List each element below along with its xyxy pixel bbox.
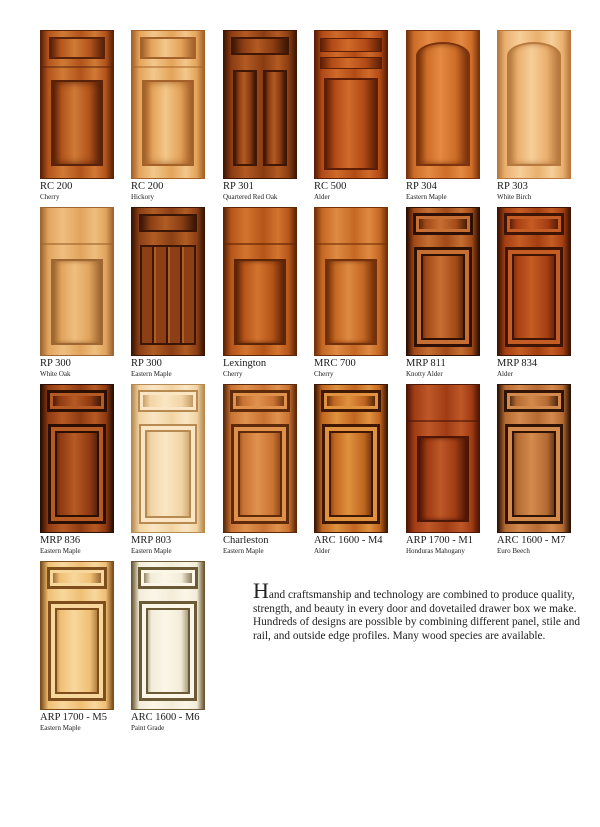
door-model-label: MRP 811 [406, 358, 446, 369]
door-wood-label: Honduras Mahogany [406, 546, 465, 555]
drawer-front [139, 214, 197, 232]
door-caption [314, 182, 406, 201]
door-caption [40, 713, 132, 732]
drawer-front [321, 390, 381, 412]
cabinet-door-image [40, 384, 114, 533]
cabinet-door-image [131, 561, 205, 710]
cabinet-door-image [497, 207, 571, 356]
drawer-front [504, 213, 564, 235]
door-wood-label: Quartered Red Oak [223, 192, 278, 201]
door-caption [314, 359, 406, 378]
door-caption [40, 359, 132, 378]
door-panel [505, 247, 563, 347]
cabinet-door-image [406, 384, 480, 533]
cabinet-door-image [314, 384, 388, 533]
door-model-label: RP 300 [40, 358, 71, 369]
door-panel [48, 601, 106, 701]
door-wood-label: Cherry [223, 369, 243, 378]
door-model-label: RP 300 [131, 358, 162, 369]
drawer-front [138, 567, 198, 589]
drawer-front [140, 37, 196, 59]
door-wood-label: Euro Beech [497, 546, 530, 555]
door-wood-label: Eastern Maple [131, 369, 172, 378]
door-caption [406, 536, 498, 555]
door-model-label: ARC 1600 - M6 [131, 712, 200, 723]
door-model-label: Charleston [223, 535, 269, 546]
cabinet-door-image [223, 207, 297, 356]
arched-door-panel [507, 42, 561, 166]
cabinet-door-image [497, 384, 571, 533]
door-caption [497, 182, 589, 201]
door-model-label: RC 500 [314, 181, 347, 192]
door-wood-label: White Oak [40, 369, 71, 378]
door-model-label: ARC 1600 - M4 [314, 535, 383, 546]
door-model-label: ARP 1700 - M1 [406, 535, 473, 546]
door-caption [497, 536, 589, 555]
drawer-front [230, 390, 290, 412]
drawer-front [47, 567, 107, 589]
door-caption [131, 713, 223, 732]
cabinet-door-image [40, 207, 114, 356]
drawer-front [138, 390, 198, 412]
door-model-label: RP 301 [223, 181, 254, 192]
rail-line [41, 243, 113, 245]
drawer-front [504, 390, 564, 412]
door-model-label: MRC 700 [314, 358, 356, 369]
cabinet-door-image [223, 30, 297, 179]
door-panel [414, 247, 472, 347]
door-wood-label: Eastern Maple [406, 192, 447, 201]
door-model-label: MRP 834 [497, 358, 538, 369]
rail-line [407, 420, 479, 422]
rail-panel [320, 57, 382, 69]
door-caption [131, 536, 223, 555]
catalog-description [253, 578, 581, 643]
beadboard-panel [140, 245, 196, 345]
drawer-front [413, 213, 473, 235]
door-caption [131, 182, 223, 201]
door-panel [51, 259, 103, 345]
cabinet-door-image [131, 384, 205, 533]
door-model-label: MRP 836 [40, 535, 81, 546]
door-caption [223, 182, 315, 201]
door-wood-label: Cherry [40, 192, 60, 201]
cabinet-door-image [40, 561, 114, 710]
door-panel [505, 424, 563, 524]
door-model-label: RC 200 [40, 181, 73, 192]
cabinet-door-image [223, 384, 297, 533]
rail-line [41, 66, 113, 68]
drawer-front [231, 37, 289, 55]
door-wood-label: Cherry [314, 369, 334, 378]
door-panel [324, 78, 378, 170]
door-panel [322, 424, 380, 524]
cabinet-door-image [406, 207, 480, 356]
door-wood-label: Eastern Maple [223, 546, 264, 555]
door-panel [139, 601, 197, 701]
cabinet-door-image [406, 30, 480, 179]
door-panel-left [233, 70, 257, 166]
door-wood-label: Alder [497, 369, 513, 378]
door-panel-right [263, 70, 287, 166]
door-wood-label: Eastern Maple [131, 546, 172, 555]
drawer-front [47, 390, 107, 412]
door-caption [40, 182, 132, 201]
door-panel [234, 259, 286, 345]
cabinet-door-image [40, 30, 114, 179]
door-wood-label: Alder [314, 192, 330, 201]
door-caption [40, 536, 132, 555]
arched-door-panel [416, 42, 470, 166]
door-model-label: RC 200 [131, 181, 164, 192]
cabinet-door-image [497, 30, 571, 179]
door-caption [223, 536, 315, 555]
rail-line [315, 243, 387, 245]
rail-line [224, 243, 296, 245]
cabinet-door-image [131, 207, 205, 356]
door-model-label: MRP 803 [131, 535, 172, 546]
door-wood-label: Alder [314, 546, 330, 555]
door-panel [139, 424, 197, 524]
rail-line [132, 66, 204, 68]
door-model-label: RP 304 [406, 181, 437, 192]
door-model-label: Lexington [223, 358, 267, 369]
cabinet-door-image [314, 207, 388, 356]
door-model-label: RP 303 [497, 181, 528, 192]
door-caption [131, 359, 223, 378]
door-caption [314, 536, 406, 555]
door-wood-label: Hickory [131, 192, 154, 201]
drawer-front [320, 38, 382, 52]
door-model-label: ARC 1600 - M7 [497, 535, 566, 546]
door-panel [325, 259, 377, 345]
description-text: and craftsmanship and technology are combined to produce quality, strength, and beauty in every door and dovetailed drawer box we make. Hundreds of designs are possible by combining different panel, stile and rail, and outside edge profiles. Many wood species are available. [253, 589, 581, 643]
description-dropcap: H [253, 578, 269, 604]
cabinet-door-image [314, 30, 388, 179]
door-caption [406, 359, 498, 378]
door-wood-label: Eastern Maple [40, 546, 81, 555]
door-wood-label: Paint Grade [131, 723, 165, 732]
door-panel [48, 424, 106, 524]
door-caption [406, 182, 498, 201]
door-wood-label: Knotty Alder [406, 369, 443, 378]
door-caption [223, 359, 315, 378]
door-caption [497, 359, 589, 378]
door-model-label: ARP 1700 - M5 [40, 712, 107, 723]
door-panel [231, 424, 289, 524]
door-wood-label: Eastern Maple [40, 723, 81, 732]
cabinet-door-image [131, 30, 205, 179]
door-panel [51, 80, 103, 166]
drawer-front [49, 37, 105, 59]
door-panel [142, 80, 194, 166]
door-wood-label: White Birch [497, 192, 532, 201]
door-panel [417, 436, 469, 522]
